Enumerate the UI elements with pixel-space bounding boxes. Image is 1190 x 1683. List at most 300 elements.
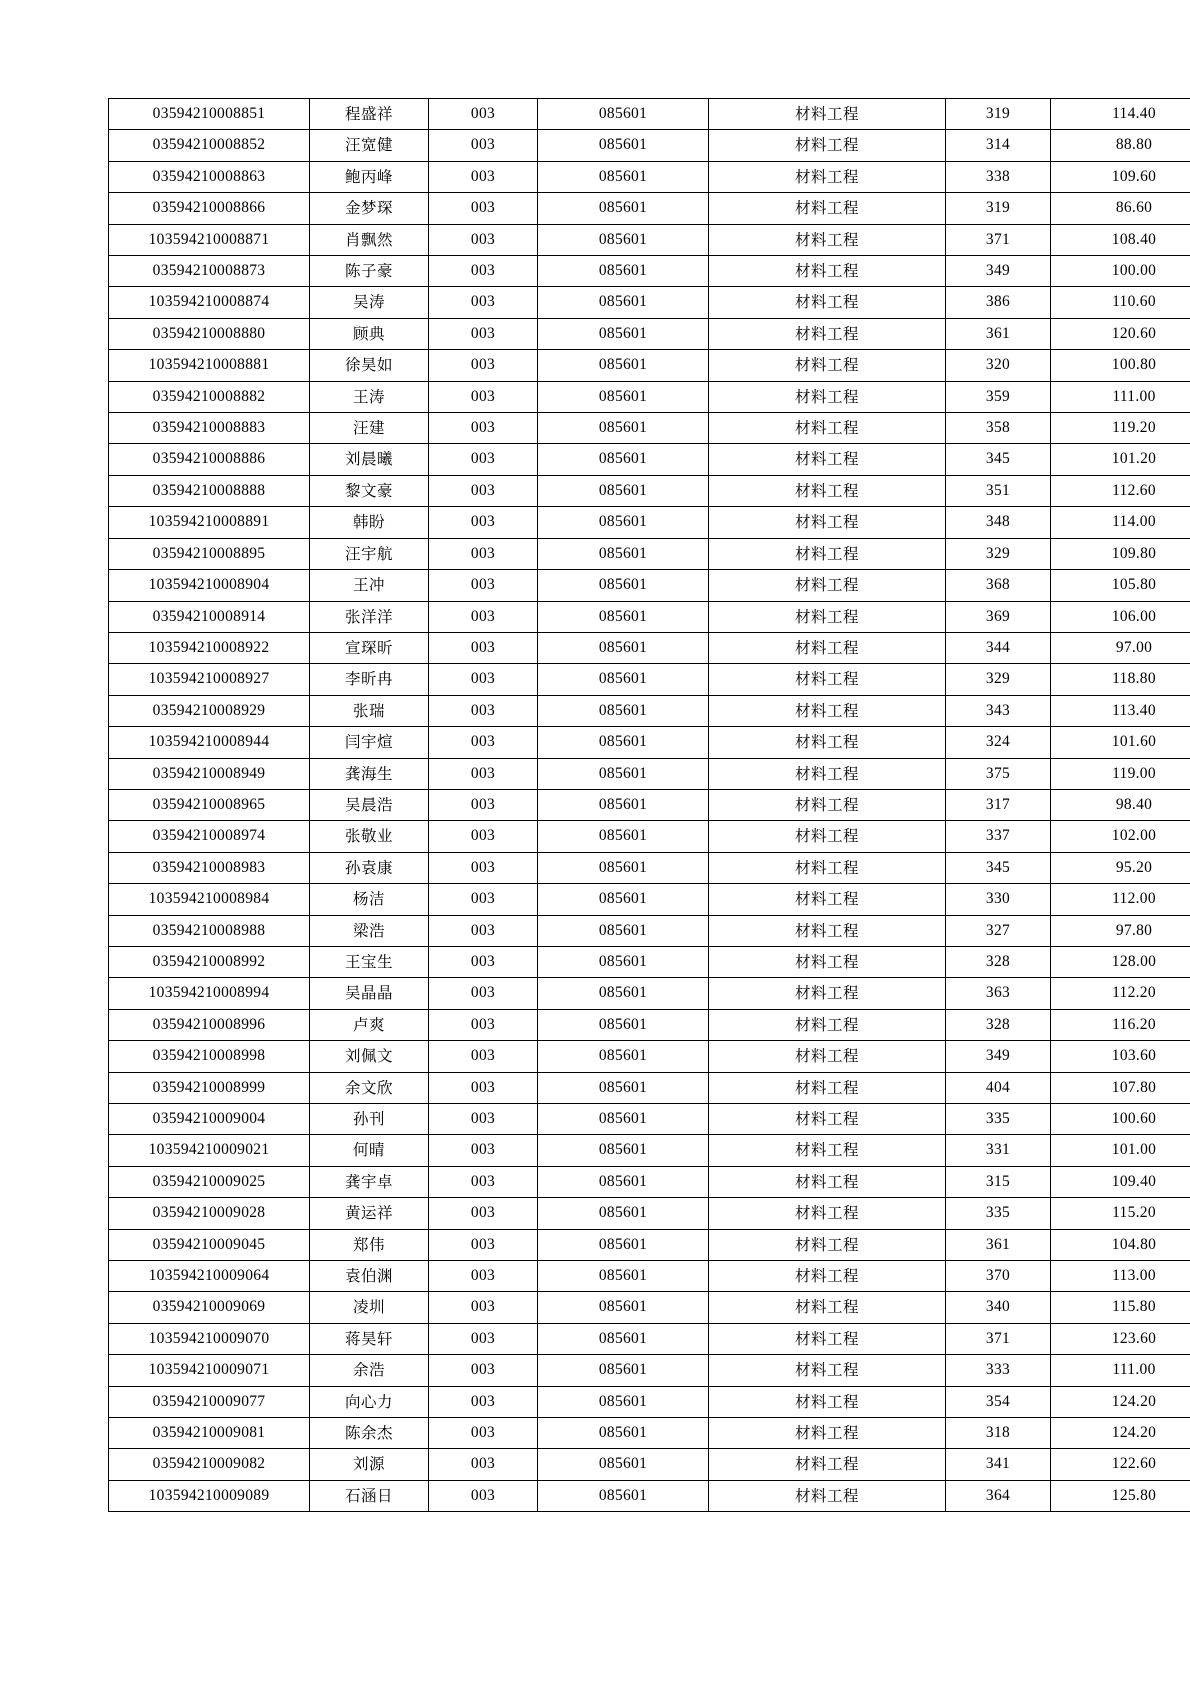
cell-total: 119.20: [1051, 413, 1190, 444]
cell-major-name: 材料工程: [709, 318, 946, 349]
table-row: [109, 1386, 1190, 1417]
cell-exam-id: 103594210008874: [109, 287, 310, 318]
cell-major-code: 085601: [538, 978, 709, 1009]
table-row: [109, 444, 1190, 475]
table-row: [109, 852, 1190, 883]
cell-major-name: 材料工程: [709, 915, 946, 946]
cell-dept-code: 003: [429, 475, 538, 506]
table-row: [109, 193, 1190, 224]
cell-exam-id: 03594210008882: [109, 381, 310, 412]
table-row: [109, 1480, 1190, 1511]
table-row: [109, 821, 1190, 852]
cell-dept-code: 003: [429, 1072, 538, 1103]
cell-major-code: 085601: [538, 507, 709, 538]
cell-dept-code: 003: [429, 978, 538, 1009]
cell-name: 徐昊如: [310, 350, 429, 381]
cell-major-name: 材料工程: [709, 978, 946, 1009]
cell-major-code: 085601: [538, 444, 709, 475]
cell-total: 122.60: [1051, 1449, 1190, 1480]
cell-exam-id: 03594210009025: [109, 1166, 310, 1197]
cell-score: 318: [946, 1418, 1051, 1449]
cell-exam-id: 03594210008996: [109, 1009, 310, 1040]
cell-exam-id: 03594210008888: [109, 475, 310, 506]
cell-total: 112.60: [1051, 475, 1190, 506]
cell-name: 黄运祥: [310, 1198, 429, 1229]
cell-major-code: 085601: [538, 821, 709, 852]
cell-name: 闫宇煊: [310, 727, 429, 758]
cell-dept-code: 003: [429, 570, 538, 601]
cell-name: 梁浩: [310, 915, 429, 946]
table-row: [109, 1104, 1190, 1135]
cell-score: 319: [946, 193, 1051, 224]
cell-name: 吴晨浩: [310, 789, 429, 820]
cell-exam-id: 103594210009021: [109, 1135, 310, 1166]
cell-score: 361: [946, 318, 1051, 349]
cell-major-name: 材料工程: [709, 570, 946, 601]
cell-dept-code: 003: [429, 413, 538, 444]
cell-major-code: 085601: [538, 318, 709, 349]
cell-major-name: 材料工程: [709, 1166, 946, 1197]
cell-dept-code: 003: [429, 130, 538, 161]
cell-name: 王冲: [310, 570, 429, 601]
cell-major-code: 085601: [538, 1418, 709, 1449]
cell-total: 100.80: [1051, 350, 1190, 381]
cell-score: 330: [946, 884, 1051, 915]
table-row: [109, 1355, 1190, 1386]
cell-score: 375: [946, 758, 1051, 789]
table-row: [109, 1323, 1190, 1354]
cell-score: 317: [946, 789, 1051, 820]
cell-major-code: 085601: [538, 538, 709, 569]
cell-score: 314: [946, 130, 1051, 161]
table-row: [109, 1009, 1190, 1040]
cell-major-name: 材料工程: [709, 1072, 946, 1103]
cell-major-name: 材料工程: [709, 821, 946, 852]
cell-major-code: 085601: [538, 1323, 709, 1354]
cell-major-code: 085601: [538, 256, 709, 287]
cell-exam-id: 03594210009081: [109, 1418, 310, 1449]
cell-score: 333: [946, 1355, 1051, 1386]
cell-major-code: 085601: [538, 287, 709, 318]
table-row: [109, 1072, 1190, 1103]
cell-major-name: 材料工程: [709, 1041, 946, 1072]
cell-total: 114.40: [1051, 99, 1190, 130]
cell-name: 刘佩文: [310, 1041, 429, 1072]
table-row: [109, 538, 1190, 569]
table-row: [109, 1449, 1190, 1480]
cell-name: 吴涛: [310, 287, 429, 318]
cell-major-code: 085601: [538, 1072, 709, 1103]
cell-major-name: 材料工程: [709, 884, 946, 915]
cell-exam-id: 103594210008871: [109, 224, 310, 255]
cell-exam-id: 03594210008992: [109, 946, 310, 977]
cell-total: 109.40: [1051, 1166, 1190, 1197]
cell-exam-id: 03594210008999: [109, 1072, 310, 1103]
cell-dept-code: 003: [429, 1480, 538, 1511]
cell-score: 324: [946, 727, 1051, 758]
table-row: [109, 601, 1190, 632]
cell-major-code: 085601: [538, 1449, 709, 1480]
cell-total: 100.00: [1051, 256, 1190, 287]
cell-name: 陈余杰: [310, 1418, 429, 1449]
cell-dept-code: 003: [429, 821, 538, 852]
cell-total: 109.80: [1051, 538, 1190, 569]
cell-major-code: 085601: [538, 601, 709, 632]
table-row: [109, 1135, 1190, 1166]
cell-name: 黎文豪: [310, 475, 429, 506]
cell-total: 97.80: [1051, 915, 1190, 946]
cell-major-name: 材料工程: [709, 99, 946, 130]
cell-dept-code: 003: [429, 256, 538, 287]
table-row: [109, 1418, 1190, 1449]
cell-total: 108.40: [1051, 224, 1190, 255]
cell-dept-code: 003: [429, 507, 538, 538]
cell-score: 349: [946, 1041, 1051, 1072]
cell-name: 向心力: [310, 1386, 429, 1417]
cell-dept-code: 003: [429, 1323, 538, 1354]
cell-name: 张敬业: [310, 821, 429, 852]
cell-dept-code: 003: [429, 381, 538, 412]
cell-score: 328: [946, 946, 1051, 977]
cell-total: 105.80: [1051, 570, 1190, 601]
cell-dept-code: 003: [429, 1166, 538, 1197]
cell-name: 孙刊: [310, 1104, 429, 1135]
table-row: [109, 318, 1190, 349]
cell-total: 113.40: [1051, 695, 1190, 726]
cell-name: 张瑞: [310, 695, 429, 726]
cell-total: 102.00: [1051, 821, 1190, 852]
cell-name: 余文欣: [310, 1072, 429, 1103]
table-row: [109, 884, 1190, 915]
cell-major-code: 085601: [538, 1198, 709, 1229]
cell-name: 郑伟: [310, 1229, 429, 1260]
cell-name: 蒋昊轩: [310, 1323, 429, 1354]
cell-exam-id: 03594210008883: [109, 413, 310, 444]
table-row: [109, 350, 1190, 381]
cell-dept-code: 003: [429, 1261, 538, 1292]
cell-name: 陈子豪: [310, 256, 429, 287]
cell-dept-code: 003: [429, 1292, 538, 1323]
table-row: [109, 727, 1190, 758]
cell-exam-id: 103594210008994: [109, 978, 310, 1009]
cell-major-name: 材料工程: [709, 727, 946, 758]
cell-score: 327: [946, 915, 1051, 946]
cell-dept-code: 003: [429, 946, 538, 977]
table-row: [109, 1198, 1190, 1229]
cell-exam-id: 03594210008974: [109, 821, 310, 852]
cell-dept-code: 003: [429, 727, 538, 758]
cell-major-code: 085601: [538, 1229, 709, 1260]
cell-major-code: 085601: [538, 413, 709, 444]
cell-score: 340: [946, 1292, 1051, 1323]
cell-dept-code: 003: [429, 1386, 538, 1417]
cell-score: 331: [946, 1135, 1051, 1166]
cell-score: 338: [946, 161, 1051, 192]
cell-major-name: 材料工程: [709, 632, 946, 663]
cell-exam-id: 03594210008851: [109, 99, 310, 130]
cell-dept-code: 003: [429, 1229, 538, 1260]
table-row: [109, 224, 1190, 255]
cell-major-name: 材料工程: [709, 695, 946, 726]
cell-major-name: 材料工程: [709, 1292, 946, 1323]
cell-dept-code: 003: [429, 318, 538, 349]
cell-major-code: 085601: [538, 1261, 709, 1292]
cell-dept-code: 003: [429, 444, 538, 475]
cell-total: 104.80: [1051, 1229, 1190, 1260]
cell-exam-id: 03594210009045: [109, 1229, 310, 1260]
table-row: [109, 632, 1190, 663]
cell-dept-code: 003: [429, 758, 538, 789]
cell-exam-id: 03594210008880: [109, 318, 310, 349]
cell-score: 363: [946, 978, 1051, 1009]
cell-major-code: 085601: [538, 852, 709, 883]
cell-name: 袁伯渊: [310, 1261, 429, 1292]
cell-major-name: 材料工程: [709, 161, 946, 192]
cell-major-name: 材料工程: [709, 789, 946, 820]
cell-exam-id: 03594210008863: [109, 161, 310, 192]
cell-exam-id: 103594210009071: [109, 1355, 310, 1386]
table-row: [109, 507, 1190, 538]
cell-total: 95.20: [1051, 852, 1190, 883]
cell-name: 卢爽: [310, 1009, 429, 1040]
cell-major-code: 085601: [538, 130, 709, 161]
cell-exam-id: 103594210008984: [109, 884, 310, 915]
cell-name: 刘源: [310, 1449, 429, 1480]
cell-major-code: 085601: [538, 1292, 709, 1323]
cell-major-name: 材料工程: [709, 1323, 946, 1354]
cell-major-code: 085601: [538, 695, 709, 726]
cell-major-name: 材料工程: [709, 1418, 946, 1449]
cell-major-name: 材料工程: [709, 758, 946, 789]
cell-score: 370: [946, 1261, 1051, 1292]
cell-major-name: 材料工程: [709, 287, 946, 318]
cell-score: 341: [946, 1449, 1051, 1480]
cell-score: 335: [946, 1198, 1051, 1229]
cell-exam-id: 03594210008965: [109, 789, 310, 820]
cell-dept-code: 003: [429, 1198, 538, 1229]
cell-score: 335: [946, 1104, 1051, 1135]
cell-total: 113.00: [1051, 1261, 1190, 1292]
cell-dept-code: 003: [429, 601, 538, 632]
cell-dept-code: 003: [429, 789, 538, 820]
cell-major-name: 材料工程: [709, 1480, 946, 1511]
cell-dept-code: 003: [429, 884, 538, 915]
cell-dept-code: 003: [429, 1418, 538, 1449]
cell-name: 张洋洋: [310, 601, 429, 632]
cell-total: 118.80: [1051, 664, 1190, 695]
cell-exam-id: 103594210008944: [109, 727, 310, 758]
cell-score: 371: [946, 1323, 1051, 1354]
cell-major-code: 085601: [538, 1355, 709, 1386]
cell-major-name: 材料工程: [709, 1355, 946, 1386]
admission-score-table: [108, 98, 1190, 1512]
table-row: [109, 1229, 1190, 1260]
cell-score: 359: [946, 381, 1051, 412]
cell-name: 汪宇航: [310, 538, 429, 569]
cell-score: 343: [946, 695, 1051, 726]
cell-name: 凌圳: [310, 1292, 429, 1323]
cell-major-code: 085601: [538, 1009, 709, 1040]
cell-name: 宣琛昕: [310, 632, 429, 663]
cell-score: 329: [946, 538, 1051, 569]
cell-major-name: 材料工程: [709, 1009, 946, 1040]
cell-score: 345: [946, 852, 1051, 883]
cell-major-code: 085601: [538, 475, 709, 506]
cell-dept-code: 003: [429, 193, 538, 224]
cell-major-code: 085601: [538, 1480, 709, 1511]
cell-total: 128.00: [1051, 946, 1190, 977]
cell-dept-code: 003: [429, 99, 538, 130]
cell-exam-id: 103594210008891: [109, 507, 310, 538]
table-row: [109, 413, 1190, 444]
table-row: [109, 161, 1190, 192]
cell-total: 103.60: [1051, 1041, 1190, 1072]
table-row: [109, 256, 1190, 287]
cell-exam-id: 03594210009077: [109, 1386, 310, 1417]
cell-major-code: 085601: [538, 1135, 709, 1166]
cell-name: 王宝生: [310, 946, 429, 977]
cell-major-name: 材料工程: [709, 538, 946, 569]
cell-total: 112.20: [1051, 978, 1190, 1009]
cell-major-name: 材料工程: [709, 413, 946, 444]
cell-major-name: 材料工程: [709, 256, 946, 287]
cell-major-name: 材料工程: [709, 381, 946, 412]
cell-exam-id: 03594210009069: [109, 1292, 310, 1323]
cell-major-code: 085601: [538, 946, 709, 977]
cell-name: 余浩: [310, 1355, 429, 1386]
cell-dept-code: 003: [429, 632, 538, 663]
cell-major-code: 085601: [538, 915, 709, 946]
cell-name: 程盛祥: [310, 99, 429, 130]
cell-name: 李昕冉: [310, 664, 429, 695]
cell-name: 吴晶晶: [310, 978, 429, 1009]
cell-total: 107.80: [1051, 1072, 1190, 1103]
cell-score: 386: [946, 287, 1051, 318]
cell-major-name: 材料工程: [709, 507, 946, 538]
cell-total: 112.00: [1051, 884, 1190, 915]
cell-name: 韩盼: [310, 507, 429, 538]
table-row: [109, 1166, 1190, 1197]
cell-total: 114.00: [1051, 507, 1190, 538]
cell-major-name: 材料工程: [709, 444, 946, 475]
cell-name: 孙袁康: [310, 852, 429, 883]
cell-major-name: 材料工程: [709, 130, 946, 161]
table-row: [109, 758, 1190, 789]
cell-major-name: 材料工程: [709, 193, 946, 224]
cell-score: 315: [946, 1166, 1051, 1197]
table-row: [109, 915, 1190, 946]
table-row: [109, 1041, 1190, 1072]
cell-exam-id: 03594210008949: [109, 758, 310, 789]
cell-major-name: 材料工程: [709, 1229, 946, 1260]
cell-exam-id: 03594210009004: [109, 1104, 310, 1135]
cell-exam-id: 03594210008866: [109, 193, 310, 224]
cell-major-code: 085601: [538, 193, 709, 224]
cell-score: 364: [946, 1480, 1051, 1511]
cell-score: 361: [946, 1229, 1051, 1260]
cell-dept-code: 003: [429, 1041, 538, 1072]
table-row: [109, 789, 1190, 820]
cell-dept-code: 003: [429, 1135, 538, 1166]
cell-exam-id: 03594210008886: [109, 444, 310, 475]
cell-name: 鲍丙峰: [310, 161, 429, 192]
cell-total: 115.80: [1051, 1292, 1190, 1323]
cell-dept-code: 003: [429, 161, 538, 192]
cell-total: 124.20: [1051, 1418, 1190, 1449]
cell-major-name: 材料工程: [709, 1449, 946, 1480]
cell-exam-id: 103594210008927: [109, 664, 310, 695]
cell-major-name: 材料工程: [709, 350, 946, 381]
cell-score: 369: [946, 601, 1051, 632]
cell-major-code: 085601: [538, 381, 709, 412]
table-row: [109, 664, 1190, 695]
cell-exam-id: 03594210008929: [109, 695, 310, 726]
cell-score: 349: [946, 256, 1051, 287]
cell-name: 杨洁: [310, 884, 429, 915]
table-row: [109, 475, 1190, 506]
cell-score: 328: [946, 1009, 1051, 1040]
cell-major-code: 085601: [538, 224, 709, 255]
cell-major-code: 085601: [538, 350, 709, 381]
cell-dept-code: 003: [429, 538, 538, 569]
cell-major-code: 085601: [538, 727, 709, 758]
cell-name: 龚宇卓: [310, 1166, 429, 1197]
cell-major-code: 085601: [538, 161, 709, 192]
cell-dept-code: 003: [429, 852, 538, 883]
cell-score: 345: [946, 444, 1051, 475]
cell-exam-id: 03594210008852: [109, 130, 310, 161]
cell-exam-id: 103594210009064: [109, 1261, 310, 1292]
cell-total: 125.80: [1051, 1480, 1190, 1511]
cell-major-name: 材料工程: [709, 1135, 946, 1166]
cell-exam-id: 103594210008904: [109, 570, 310, 601]
cell-major-name: 材料工程: [709, 224, 946, 255]
cell-major-name: 材料工程: [709, 1104, 946, 1135]
cell-total: 100.60: [1051, 1104, 1190, 1135]
cell-major-name: 材料工程: [709, 946, 946, 977]
cell-major-name: 材料工程: [709, 601, 946, 632]
cell-total: 111.00: [1051, 381, 1190, 412]
table-row: [109, 287, 1190, 318]
cell-exam-id: 03594210009028: [109, 1198, 310, 1229]
cell-exam-id: 03594210008895: [109, 538, 310, 569]
cell-score: 404: [946, 1072, 1051, 1103]
cell-name: 何晴: [310, 1135, 429, 1166]
table-row: [109, 130, 1190, 161]
cell-exam-id: 03594210008914: [109, 601, 310, 632]
cell-dept-code: 003: [429, 664, 538, 695]
cell-major-name: 材料工程: [709, 664, 946, 695]
cell-total: 106.00: [1051, 601, 1190, 632]
cell-name: 刘晨曦: [310, 444, 429, 475]
cell-total: 86.60: [1051, 193, 1190, 224]
cell-total: 116.20: [1051, 1009, 1190, 1040]
table-row: [109, 99, 1190, 130]
cell-major-name: 材料工程: [709, 1386, 946, 1417]
cell-score: 348: [946, 507, 1051, 538]
cell-total: 88.80: [1051, 130, 1190, 161]
cell-total: 97.00: [1051, 632, 1190, 663]
cell-name: 石涵日: [310, 1480, 429, 1511]
cell-name: 肖飘然: [310, 224, 429, 255]
cell-major-code: 085601: [538, 99, 709, 130]
cell-dept-code: 003: [429, 1104, 538, 1135]
cell-major-code: 085601: [538, 1386, 709, 1417]
cell-exam-id: 03594210009082: [109, 1449, 310, 1480]
cell-score: 329: [946, 664, 1051, 695]
table-body: [109, 99, 1190, 1512]
cell-total: 101.60: [1051, 727, 1190, 758]
